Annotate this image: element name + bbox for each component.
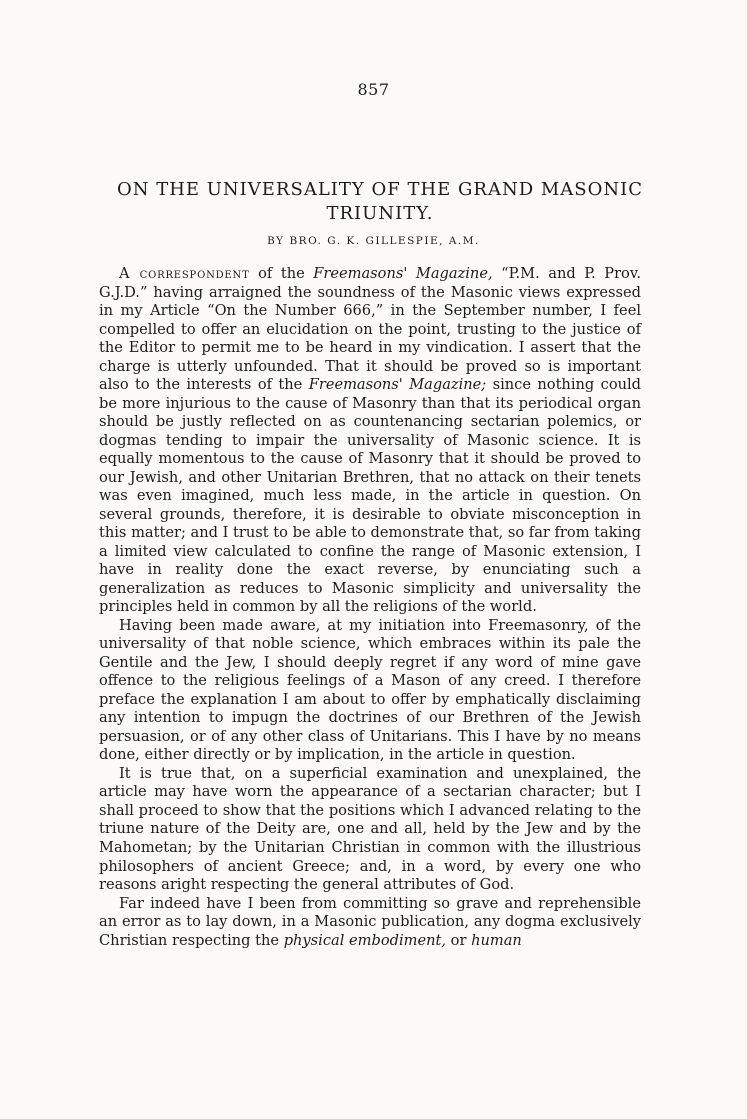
magazine-title: Freemasons' Magazine, [313, 265, 493, 282]
paragraph-1 [99, 265, 641, 617]
paragraph-4 [99, 895, 641, 951]
paragraph-1-text-c: since nothing could be more injurious to the cause of Masonry than that its periodical organ should be justly reflected on as countenancing sectarian polemics, or dogmas tending to impair the universality of Masonic science. It is equally momentous to the cause of Masonry that it should be proved to our Jewish, and other Unitarian Brethren, that no attack on their tenets was even imagined, much less made, in the article in question. On several grounds, therefore, it is desirable to obviate misconception in this matter; and I trust to be able to demonstrate that, so far from taking a limited view calculated to confine the range of Masonic extension, I have in reality done the exact reverse, by enunciating such a generalization as reduces to Masonic simplicity and universality the principles held in common by all the religions of the world. [99, 376, 642, 616]
human-word: human [471, 931, 522, 949]
article-title: ON THE UNIVERSALITY OF THE GRAND MASONIC TRIUNITY. [116, 179, 644, 224]
paragraph-2: Having been made aware, at my initiation into Freemasonry, of the universality of that noble science, which embraces within its pale the Gentile and the Jew, I should deeply regret if any word of mine gave offence to the religious feelings of a Mason of any creed. I therefore preface the explanation I am about to offer by emphatically disclaiming any intention to impugn the doctrines of our Brethren of the Jewish persuasion, or of any other class of Unitarians. This I have by no means done, either directly or by implication, in the article in question. [99, 616, 641, 764]
paragraph-3: It is true that, on a superficial examination and unexplained, the article may have worn the appearance of a sectarian character; but I shall proceed to show that the positions which I advanced relating to the triune nature of the Deity are, one and all, held by the Jew and by the Mahometan; by the Unitarian Christian in common with the illustrious philosophers of ancient Greece; and, in a word, by every one who reasons aright respecting the general attributes of God. [99, 764, 641, 894]
paragraph-4-text-b: or [446, 931, 472, 949]
paragraph-1-text-a: of the [249, 265, 314, 282]
article-body [99, 265, 641, 950]
page-number: 857 [357, 80, 390, 99]
lead-in: A correspondent [119, 265, 250, 282]
physical-embodiment-phrase: physical embodiment, [283, 931, 447, 949]
byline: BY BRO. G. K. GILLESPIE, A.M. [267, 235, 480, 247]
magazine-title-2: Freemasons' Magazine; [308, 376, 487, 394]
paragraph-4-text-a: Far indeed have I been from committing so grave and reprehensible an error as to lay down, in a Masonic publication, any dogma exclusively Christian respecting the [99, 894, 641, 949]
paragraph-1-text-b: “P.M. and P. Prov. G.J.D.” having arraigned the soundness of the Masonic views expressed in my Article “On the Number 666,” in the September number, I feel compelled to offer an elucidation on the point, trusting to the justice of the Editor to permit me to be heard in my vindication. I assert that the charge is utterly unfounded. That it should be proved so is important also to the interests of the [99, 265, 641, 394]
